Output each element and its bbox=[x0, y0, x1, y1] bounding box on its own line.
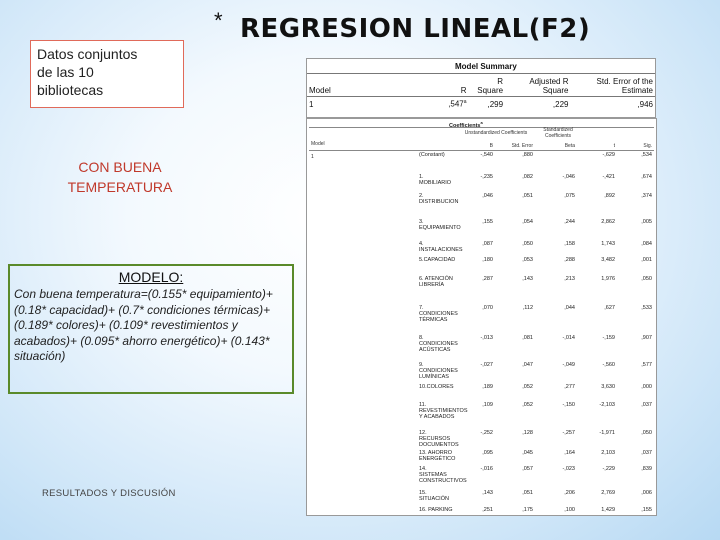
cell-sig: ,000 bbox=[641, 384, 652, 390]
row-label: 11. REVESTIMIENTOS Y ACABADOS bbox=[419, 402, 468, 421]
summary-cell bbox=[446, 97, 468, 112]
cell-beta: -,046 bbox=[562, 174, 575, 180]
cell-se: ,081 bbox=[522, 335, 533, 341]
cell-b: ,109 bbox=[482, 402, 493, 408]
summary-cell: ,299 bbox=[487, 99, 504, 109]
summary-cell-value: ,547 bbox=[448, 99, 464, 109]
cell-sig: ,674 bbox=[641, 174, 652, 180]
cell-t: -,421 bbox=[602, 174, 615, 180]
cell-beta: ,244 bbox=[564, 219, 575, 225]
cell-b: ,070 bbox=[482, 305, 493, 311]
cell-sig: ,037 bbox=[641, 402, 652, 408]
cell-se: ,082 bbox=[522, 174, 533, 180]
cell-sig: ,374 bbox=[641, 193, 652, 199]
dataset-label-box bbox=[30, 40, 184, 108]
cell-b: -,252 bbox=[480, 430, 493, 436]
cell-t: ,892 bbox=[604, 193, 615, 199]
cell-se: ,054 bbox=[522, 219, 533, 225]
summary-cell: ,229 bbox=[552, 99, 569, 109]
cell-t: -2,103 bbox=[599, 402, 615, 408]
summary-header: Adjusted R Square bbox=[505, 74, 570, 97]
summary-header: R Square bbox=[469, 74, 506, 97]
summary-cell: ,946 bbox=[637, 99, 653, 109]
row-label: 10.COLORES bbox=[419, 384, 454, 390]
cell-t: 1,429 bbox=[601, 507, 615, 513]
cell-se: ,051 bbox=[522, 490, 533, 496]
cell-b: ,087 bbox=[482, 241, 493, 247]
cell-t: 1,743 bbox=[601, 241, 615, 247]
cell-b: ,155 bbox=[482, 219, 493, 225]
footer-label: RESULTADOS Y DISCUSIÓN bbox=[42, 488, 176, 499]
temperature-line: CON BUENA bbox=[78, 159, 162, 175]
cell-sig: ,001 bbox=[641, 257, 652, 263]
cell-beta: ,277 bbox=[564, 384, 575, 390]
cell-beta: -,023 bbox=[562, 466, 575, 472]
row-label: 4. INSTALACIONES bbox=[419, 241, 463, 254]
cell-t: -,560 bbox=[602, 362, 615, 368]
row-label: 8. CONDICIONES ACÚSTICAS bbox=[419, 335, 458, 354]
cell-se: ,045 bbox=[522, 450, 533, 456]
cell-t: 3,482 bbox=[601, 257, 615, 263]
summary-cell: 1 bbox=[309, 99, 314, 109]
header-std-error: Std. Error bbox=[511, 143, 533, 149]
cell-t: 2,862 bbox=[601, 219, 615, 225]
header-beta: Beta bbox=[564, 143, 575, 149]
cell-beta: -,150 bbox=[562, 402, 575, 408]
cell-t: 2,769 bbox=[601, 490, 615, 496]
cell-b: ,095 bbox=[482, 450, 493, 456]
row-label: 3. EQUIPAMIENTO bbox=[419, 219, 461, 232]
temperature-label bbox=[40, 157, 200, 197]
cell-b: -,027 bbox=[480, 362, 493, 368]
cell-b: ,046 bbox=[482, 193, 493, 199]
row-label: 5.CAPACIDAD bbox=[419, 257, 456, 263]
cell-b: ,189 bbox=[482, 384, 493, 390]
cell-b: ,287 bbox=[482, 276, 493, 282]
cell-b: ,251 bbox=[482, 507, 493, 513]
dataset-line: de las 10 bbox=[37, 64, 94, 80]
bullet-star: * bbox=[214, 8, 223, 33]
cell-sig: ,534 bbox=[641, 152, 652, 158]
cell-se: ,053 bbox=[522, 257, 533, 263]
header-t: t bbox=[613, 143, 615, 149]
cell-beta: ,044 bbox=[564, 305, 575, 311]
cell-sig: ,533 bbox=[641, 305, 652, 311]
temperature-line: TEMPERATURA bbox=[67, 179, 173, 195]
header-sig: Sig. bbox=[643, 143, 652, 149]
summary-header: Model bbox=[307, 74, 446, 97]
cell-beta: -,014 bbox=[562, 335, 575, 341]
row-label: 7. CONDICIONES TÉRMICAS bbox=[419, 305, 458, 324]
cell-sig: ,006 bbox=[641, 490, 652, 496]
cell-se: ,143 bbox=[522, 276, 533, 282]
row-label: 13. AHORRO ENERGÉTICO bbox=[419, 450, 456, 463]
row-label: 15. SITUACIÓN bbox=[419, 490, 449, 503]
cell-beta: ,158 bbox=[564, 241, 575, 247]
cell-t: -1,971 bbox=[599, 430, 615, 436]
model-summary-table bbox=[306, 58, 656, 118]
cell-se: ,050 bbox=[522, 241, 533, 247]
coefficients-superscript: a bbox=[480, 120, 483, 125]
cell-beta: ,164 bbox=[564, 450, 575, 456]
cell-t: 3,630 bbox=[601, 384, 615, 390]
cell-sig: ,839 bbox=[641, 466, 652, 472]
cell-se: ,052 bbox=[522, 384, 533, 390]
cell-se: ,047 bbox=[522, 362, 533, 368]
summary-superscript: a bbox=[463, 99, 467, 106]
cell-sig: ,084 bbox=[641, 241, 652, 247]
model-summary-title: Model Summary bbox=[455, 62, 517, 71]
cell-sig: ,577 bbox=[641, 362, 652, 368]
row-label: (Constant) bbox=[419, 152, 445, 158]
cell-se: ,057 bbox=[522, 466, 533, 472]
cell-sig: ,050 bbox=[641, 276, 652, 282]
coefficients-table bbox=[306, 118, 657, 516]
cell-se: ,880 bbox=[522, 152, 533, 158]
model-index: 1 bbox=[311, 154, 314, 160]
cell-se: ,128 bbox=[522, 430, 533, 436]
cell-t: 2,103 bbox=[601, 450, 615, 456]
dataset-line: Datos conjuntos bbox=[37, 46, 138, 62]
cell-t: -,229 bbox=[602, 466, 615, 472]
model-equation: Con buena temperatura=(0.155* equipamiento)+(0.18* capacidad)+ (0.7* condiciones térmicas)+ (0.189* colores)+ (0.109* revestimientos y acabados)+ (0.095* ahorro energético)+ (0.143* situación) bbox=[14, 287, 273, 363]
model-box bbox=[8, 264, 294, 394]
row-label: 9. CONDICIONES LUMÍNICAS bbox=[419, 362, 458, 381]
header-model: Model bbox=[311, 141, 325, 147]
cell-t: 1,976 bbox=[601, 276, 615, 282]
slide-title: REGRESION LINEAL(F2) bbox=[240, 14, 591, 44]
cell-sig: ,050 bbox=[641, 430, 652, 436]
row-label: 12. RECURSOS DOCUMENTOS bbox=[419, 430, 459, 449]
cell-b: -,540 bbox=[480, 152, 493, 158]
row-label: 1. MOBILIARIO bbox=[419, 174, 452, 187]
row-label: 2. DISTRIBUCION bbox=[419, 193, 459, 206]
cell-beta: -,049 bbox=[562, 362, 575, 368]
cell-sig: ,037 bbox=[641, 450, 652, 456]
cell-beta: ,288 bbox=[564, 257, 575, 263]
cell-se: ,112 bbox=[522, 305, 533, 311]
cell-beta: ,213 bbox=[564, 276, 575, 282]
cell-b: -,013 bbox=[480, 335, 493, 341]
cell-t: -,629 bbox=[602, 152, 615, 158]
cell-sig: ,005 bbox=[641, 219, 652, 225]
cell-beta: -,257 bbox=[562, 430, 575, 436]
cell-t: -,159 bbox=[602, 335, 615, 341]
row-label: 16. PARKING bbox=[419, 507, 453, 513]
model-heading: MODELO: bbox=[118, 269, 184, 285]
summary-header: Std. Error of the Estimate bbox=[570, 74, 655, 97]
coefficients-title-text: Coefficients bbox=[449, 122, 481, 129]
cell-se: ,052 bbox=[522, 402, 533, 408]
cell-sig: ,907 bbox=[641, 335, 652, 341]
row-label: 14. SISTEMAS CONSTRUCTIVOS bbox=[419, 466, 467, 485]
cell-b: ,143 bbox=[482, 490, 493, 496]
cell-beta: ,075 bbox=[564, 193, 575, 199]
cell-b: -,235 bbox=[480, 174, 493, 180]
cell-se: ,175 bbox=[522, 507, 533, 513]
cell-beta: ,206 bbox=[564, 490, 575, 496]
summary-header: R bbox=[446, 74, 468, 97]
header-unstandardized: Unstandardized Coefficients bbox=[464, 130, 528, 136]
header-standardized: Standardized Coefficients bbox=[543, 127, 573, 139]
cell-b: ,180 bbox=[482, 257, 493, 263]
dataset-line: bibliotecas bbox=[37, 82, 104, 98]
header-b: B bbox=[489, 143, 493, 149]
cell-se: ,051 bbox=[522, 193, 533, 199]
cell-sig: ,155 bbox=[641, 507, 652, 513]
cell-beta: ,100 bbox=[564, 507, 575, 513]
row-label: 6. ATENCIÓN LIBRERÍA bbox=[419, 276, 453, 289]
cell-t: ,627 bbox=[604, 305, 615, 311]
cell-b: -,016 bbox=[480, 466, 493, 472]
